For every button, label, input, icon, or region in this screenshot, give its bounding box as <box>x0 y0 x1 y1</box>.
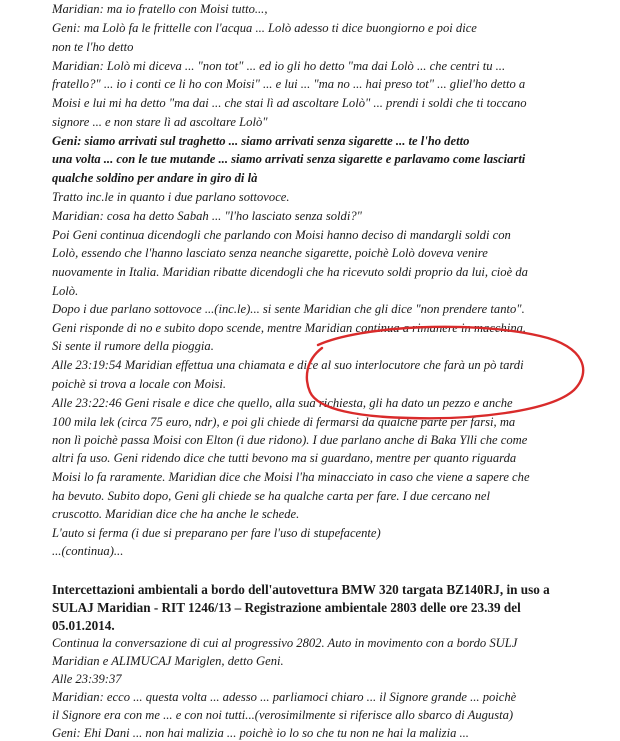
section-heading: SULAJ Maridian - RIT 1246/13 – Registrazione ambientale 2803 delle ore 23.39 del <box>52 600 521 615</box>
section-heading: 05.01.2014. <box>52 618 115 633</box>
transcript-line: fratello?" ... io i conti ce li ho con Moisi" ... e lui ... "ma no ... hai preso tot" ... gliel'ho detto a <box>52 77 526 91</box>
transcript-line: nuovamente in Italia. Maridian ribatte dicendogli che ha ricevuto soldi proprio da lui, cioè da <box>52 265 528 279</box>
transcript-line: Alle 23:39:37 <box>52 672 122 686</box>
transcript-line: signore ... e non stare lì ad ascoltare Lolò" <box>52 115 268 129</box>
transcript-line-bold: qualche soldino per andare in giro di là <box>52 171 258 185</box>
transcript-line: Continua la conversazione di cui al progressivo 2802. Auto in movimento con a bordo SULJ <box>52 636 518 650</box>
transcript-line: Maridian: ma io fratello con Moisi tutto..., <box>52 2 268 16</box>
transcript-line: Maridian e ALIMUCAJ Mariglen, detto Geni. <box>52 654 284 668</box>
transcript-line: Dopo i due parlano sottovoce ...(inc.le)... si sente Maridian che gli dice "non prendere tanto". <box>52 302 525 316</box>
transcript-line: altri fa uso. Geni ridendo dice che tutti bevono ma si guardano, mentre per quanto riguarda <box>52 451 517 465</box>
transcript-line: Tratto inc.le in quanto i due parlano sottovoce. <box>52 190 290 204</box>
transcript-line: Poi Geni continua dicendogli che parlando con Moisi hanno deciso di mandargli soldi con <box>52 228 511 242</box>
transcript-line-bold: una volta ... con le tue mutande ... siamo arrivati senza sigarette e parlavamo come lasciarti <box>52 152 526 166</box>
transcript-line: L'auto si ferma (i due si preparano per fare l'uso di stupefacente) <box>52 526 381 540</box>
section-heading: Intercettazioni ambientali a bordo dell'autovettura BMW 320 targata BZ140RJ, in uso a <box>52 582 550 597</box>
transcript-line: Alle 23:19:54 Maridian effettua una chiamata e dice al suo interlocutore che farà un pò tardi <box>52 358 524 372</box>
transcript-line: Geni: ma Lolò fa le frittelle con l'acqua ... Lolò adesso ti dice buongiorno e poi dice <box>52 21 477 35</box>
transcript-line: Moisi lo fa raramente. Maridian dice che Moisi l'ha minacciato in caso che viene a sapere che <box>52 470 530 484</box>
transcript-line: Geni: Ehi Dani ... non hai malizia ... poichè io lo so che tu non ne hai la malizia ... <box>52 726 469 740</box>
transcript-line: Maridian: cosa ha detto Sabah ... "l'ho lasciato senza soldi?" <box>52 209 362 223</box>
transcript-line: Maridian: Lolò mi diceva ... "non tot" ... ed io gli ho detto "ma dai Lolò ... che centri tu ... <box>52 59 506 73</box>
transcript-line: Maridian: ecco ... questa volta ... adesso ... parliamoci chiaro ... il Signore grande ... poichè <box>52 690 517 704</box>
transcript-line: non lì poichè passa Moisi con Elton (i due ridono). I due parlano anche di Baka Ylli che come <box>52 433 528 447</box>
transcript-line-bold: Geni: siamo arrivati sul traghetto ... siamo arrivati senza sigarette ... te l'ho detto <box>52 134 470 148</box>
transcript-line: Moisi e lui mi ha detto "ma dai ... che stai lì ad ascoltare Lolò" ... prendi i soldi che ti toccano <box>52 96 527 110</box>
transcript-line: ...(continua)... <box>52 544 124 558</box>
transcript-line: Lolò. <box>52 284 79 298</box>
transcript-line: Geni risponde di no e subito dopo scende, mentre Maridian continua a rimanere in macchina. <box>52 321 527 335</box>
transcript-line: il Signore era con me ... e con noi tutti...(verosimilmente si riferisce allo sbarco di Augusta) <box>52 708 514 722</box>
transcript-line: Lolò, essendo che l'hanno lasciato senza neanche sigarette, poichè Lolò doveva venire <box>52 246 488 260</box>
transcript-line: ha bevuto. Subito dopo, Geni gli chiede se ha qualche carta per fare. I due cercano nel <box>52 489 490 503</box>
transcript-line: non te l'ho detto <box>52 40 134 54</box>
transcript-line: Alle 23:22:46 Geni risale e dice che quello, alla sua richiesta, gli ha dato un pezzo e anche <box>52 396 513 410</box>
transcript-line: cruscotto. Maridian dice che ha anche le schede. <box>52 507 300 521</box>
transcript-line: poichè si trova a locale con Moisi. <box>52 377 227 391</box>
transcript-line: 100 mila lek (circa 75 euro, ndr), e poi gli chiede di fermarsi da qualche parte per farsi, ma <box>52 415 516 429</box>
transcript-line: Si sente il rumore della pioggia. <box>52 339 214 353</box>
